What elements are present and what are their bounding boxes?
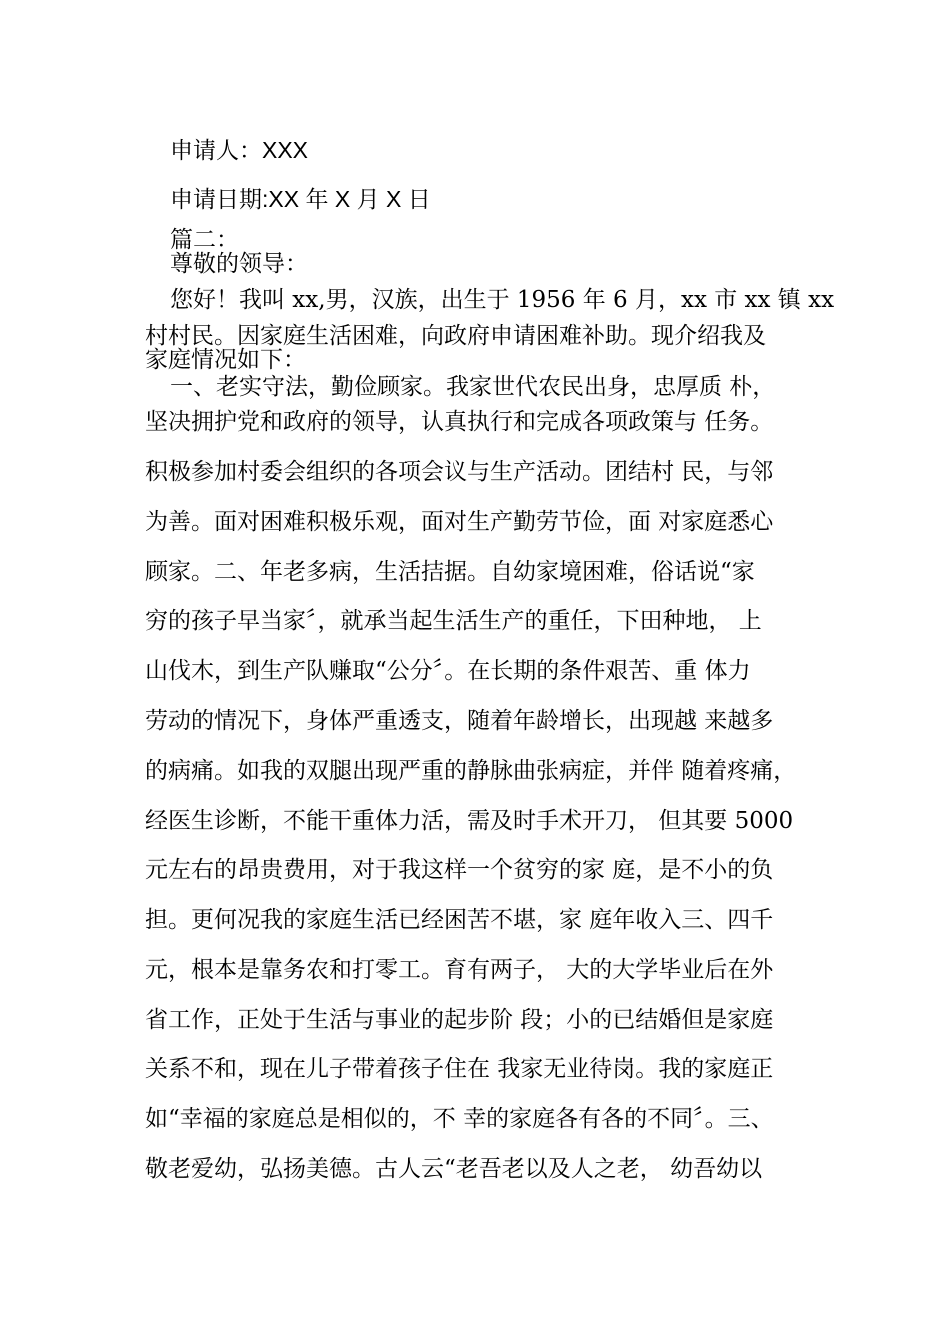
body-line: 担。更何况我的家庭生活已经困苦不堪，家 庭年收入三、四千 (145, 907, 774, 933)
body-line: 家庭情况如下： (145, 347, 306, 373)
body-line: 元，根本是靠务农和打零工。育有两子， 大的大学毕业后在外 (145, 957, 774, 983)
body-line: 的病痛。如我的双腿出现严重的静脉曲张病症，并伴 随着疼痛， (145, 758, 797, 784)
body-line: 顾家。二、年老多病，生活拮据。自幼家境困难，俗话说“家 (145, 559, 755, 585)
section-title: 篇二： (170, 227, 239, 253)
date-line: 申请日期:XX 年 X 月 X 日 (170, 186, 431, 212)
body-line: 如“幸福的家庭总是相似的，不 幸的家庭各有各的不同〞。三、 (145, 1106, 774, 1132)
body-line: 积极参加村委会组织的各项会议与生产活动。团结村 民，与邻 (145, 459, 774, 485)
body-line: 穷的孩子早当家〞，就承当起生活生产的重任，下田种地， 上 (145, 608, 762, 634)
body-line: 元左右的昂贵费用，对于我这样一个贫穷的家 庭，是不小的负 (145, 857, 774, 883)
body-line: 经医生诊断，不能干重体力活，需及时手术开刀， 但其要 5000 (145, 808, 794, 834)
salutation: 尊敬的领导： (170, 251, 308, 277)
body-line: 为善。面对困难积极乐观，面对生产勤劳节俭，面 对家庭悉心 (145, 509, 774, 535)
body-line: 村村民。因家庭生活困难，向政府申请困难补助。现介绍我及 (145, 323, 766, 349)
body-line: 山伐木，到生产队赚取“公分〞。在长期的条件艰苦、重 体力 (145, 658, 751, 684)
body-line: 劳动的情况下，身体严重透支，随着年龄增长，出现越 来越多 (145, 708, 774, 734)
body-line: 关系不和，现在儿子带着孩子住在 我家无业待岗。我的家庭正 (145, 1056, 774, 1082)
body-line: 您好！我叫 xx,男，汉族，出生于 1956 年 6 月，xx 市 xx 镇 xx (170, 287, 835, 313)
body-line: 敬老爱幼，弘扬美德。古人云“老吾老以及人之老， 幼吾幼以 (145, 1156, 763, 1182)
body-line: 坚决拥护党和政府的领导，认真执行和完成各项政策与 任务。 (145, 409, 774, 435)
body-line: 省工作，正处于生活与事业的起步阶 段；小的已结婚但是家庭 (145, 1007, 774, 1033)
body-line: 一、老实守法，勤俭顾家。我家世代农民出身，忠厚质 朴， (170, 374, 776, 400)
applicant-line: 申请人：XXX (170, 137, 309, 163)
